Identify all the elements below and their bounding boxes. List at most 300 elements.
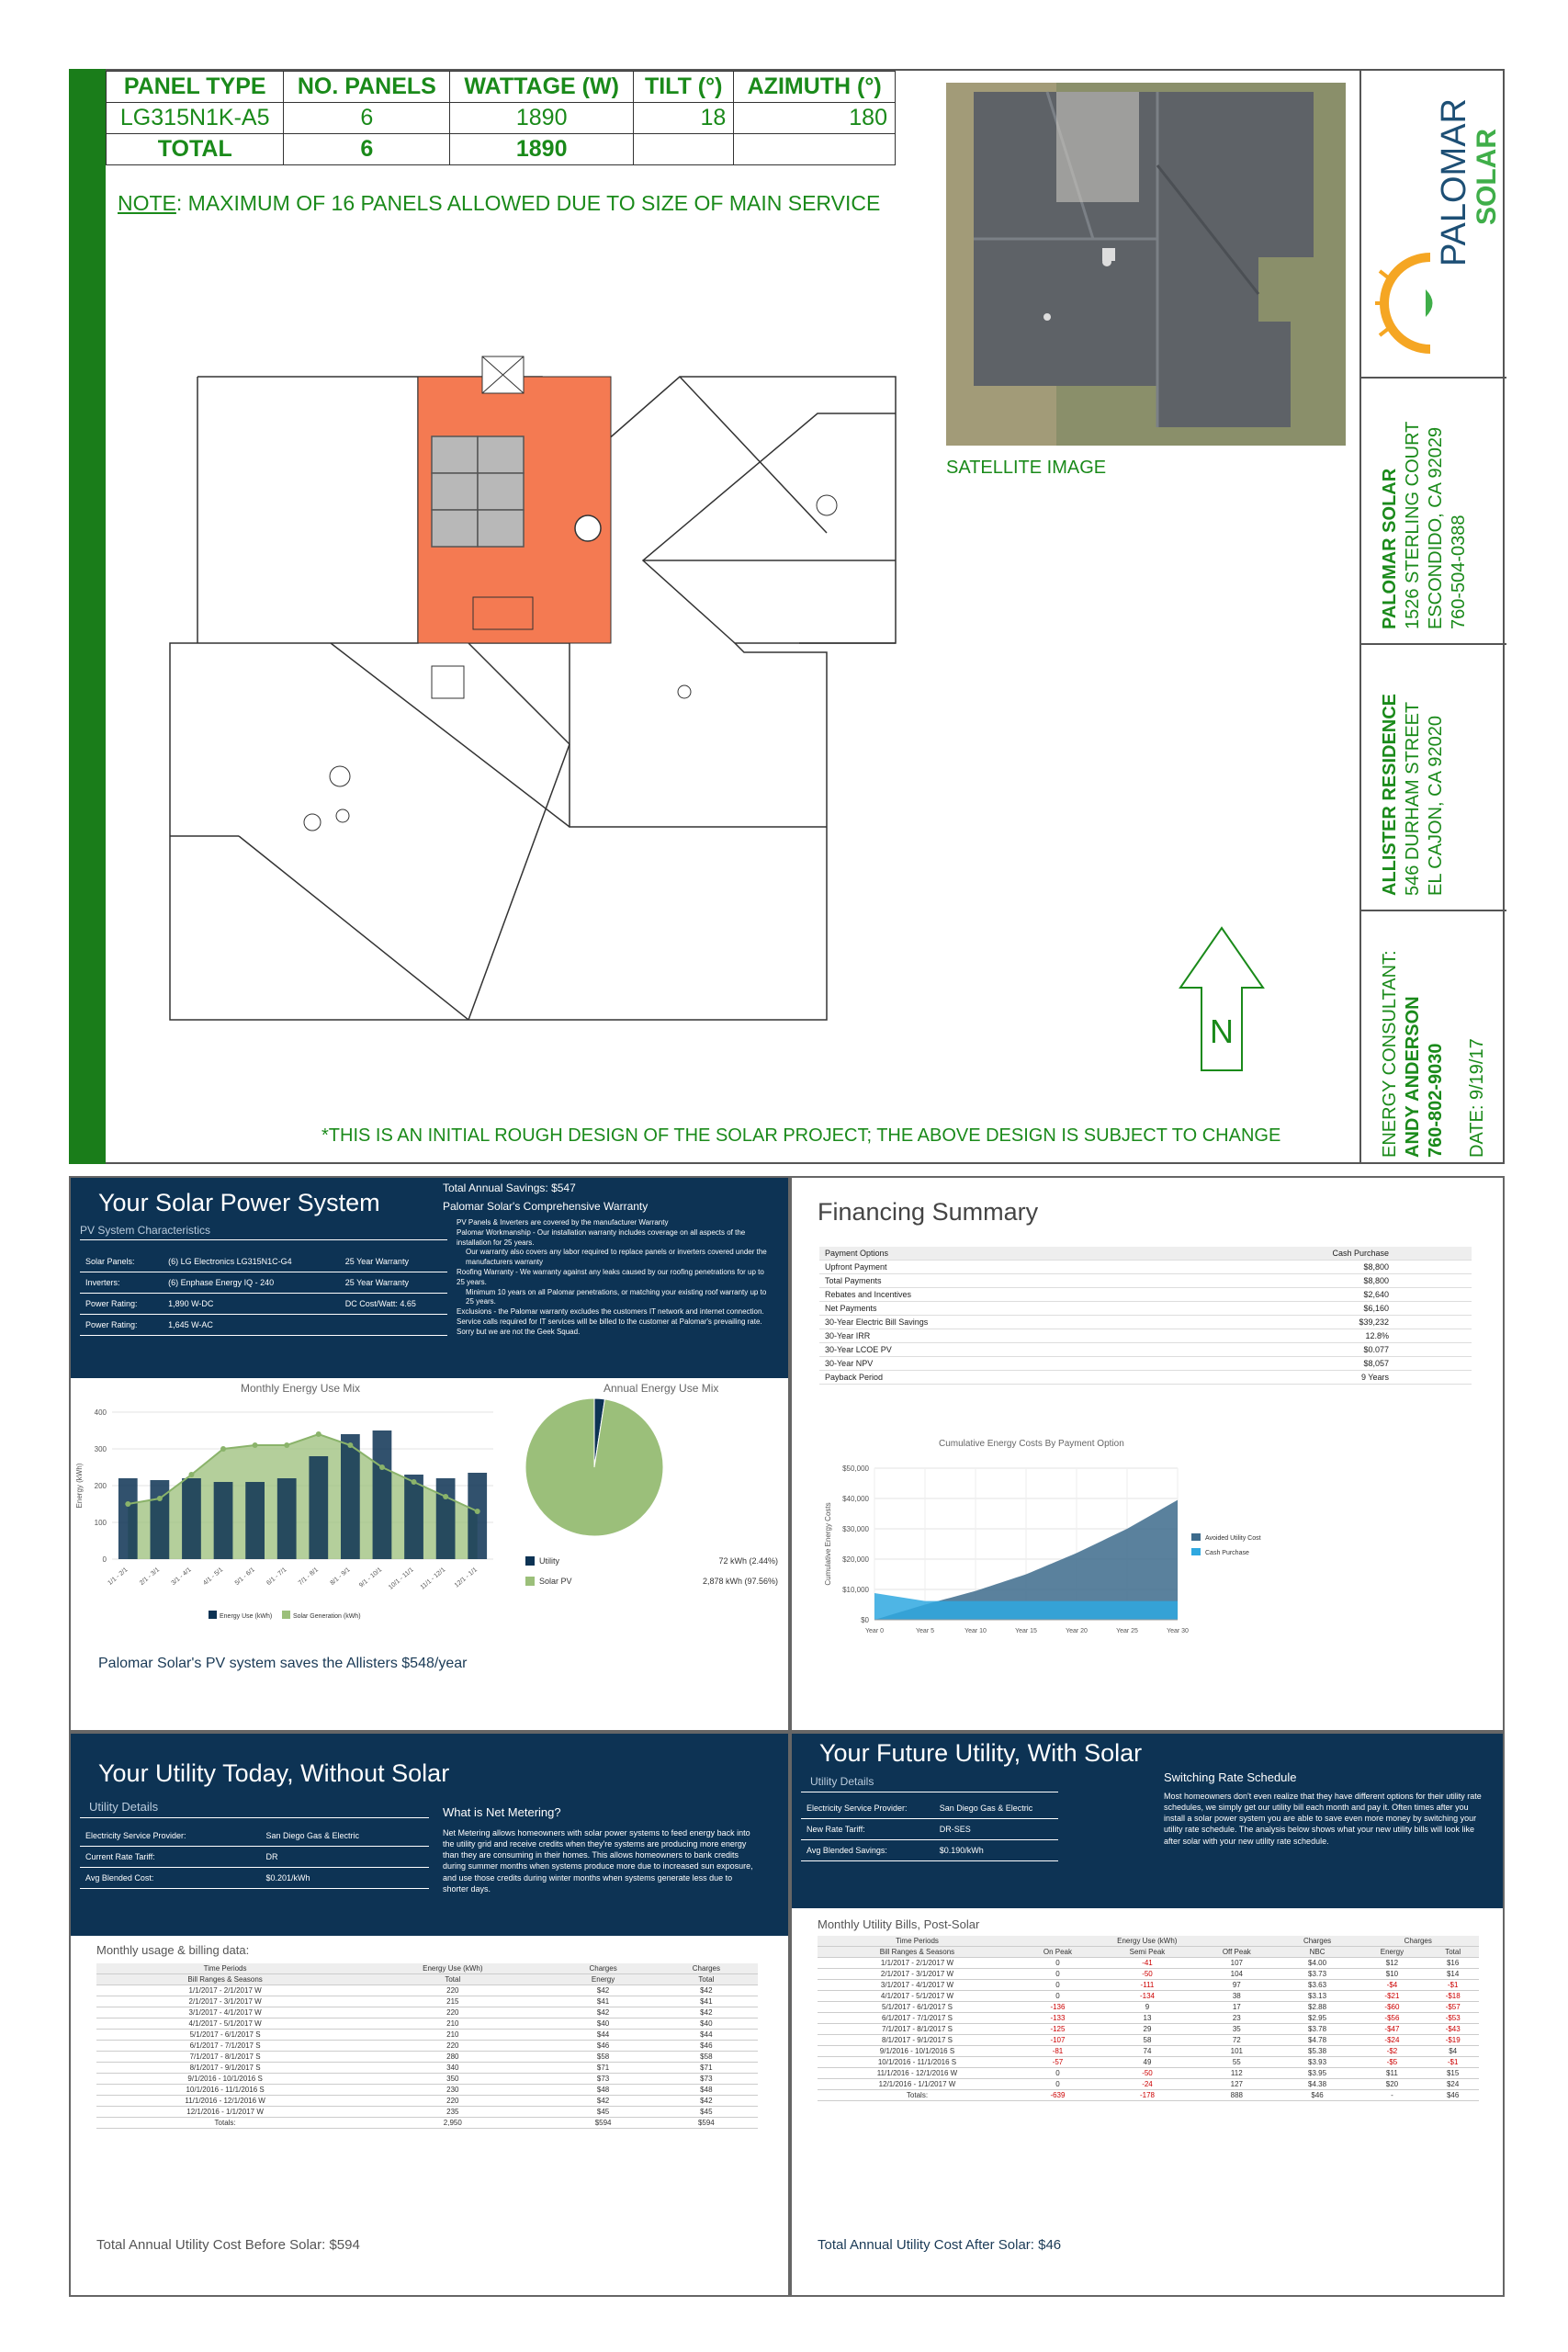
table-cell: $40: [655, 2018, 758, 2030]
solar-generation-point: [125, 1501, 130, 1507]
roof-vent: [817, 495, 837, 515]
y-tick-label: $40,000: [842, 1495, 869, 1503]
detail-label: Electricity Service Provider:: [80, 1826, 260, 1847]
table-cell: 8/1/2017 - 9/1/2017 S: [818, 2035, 1017, 2046]
table-cell: $5.38: [1278, 2046, 1358, 2057]
panel-table: [106, 71, 896, 165]
table-cell: $58: [655, 2052, 758, 2063]
satellite-image: [946, 83, 1346, 446]
y-tick-label: $10,000: [842, 1586, 869, 1594]
detail-row: [80, 1868, 429, 1889]
monthly-chart-title: Monthly Energy Use Mix: [241, 1382, 361, 1395]
solar-generation-point: [316, 1431, 321, 1437]
cumulative-cost-chart: [819, 1450, 1481, 1689]
table-cell: $48: [655, 2085, 758, 2096]
financing-value: 12.8%: [1107, 1329, 1472, 1343]
financing-label: Upfront Payment: [819, 1261, 1107, 1274]
table-row: [818, 2035, 1479, 2046]
x-tick-label: 8/1 - 9/1: [329, 1566, 352, 1588]
table-row: [818, 2068, 1479, 2079]
table-cell: 0: [1017, 2079, 1099, 2090]
detail-value: DR-SES: [934, 1819, 1058, 1840]
solar-panel: [478, 473, 524, 510]
roof-hip: [468, 643, 570, 744]
financing-row: [819, 1274, 1472, 1288]
financing-table: [819, 1247, 1472, 1385]
net-metering-text: Net Metering allows homeowners with solar power systems to feed energy back into the utility grid and receive credits when they're systems are producing more energy than they are consuming in their homes. This allows homeowners to bank credits during summer months when systems produce more due to increased sun exposure, and use those credits during winter months when systems generate less due to shorter days.: [443, 1828, 753, 1894]
skylight: [473, 597, 533, 629]
roof-hip: [468, 744, 570, 1020]
table-cell: 101: [1196, 2046, 1278, 2057]
table-cell: $71: [655, 2063, 758, 2074]
table-cell: 210: [354, 2018, 551, 2030]
pv-characteristics-subtitle: PV System Characteristics: [80, 1224, 447, 1240]
panel-cell: 1890: [450, 103, 634, 134]
table-cell: $3.93: [1278, 2057, 1358, 2068]
table-cell: 230: [354, 2085, 551, 2096]
table-cell: $12: [1358, 1958, 1427, 1969]
x-tick-label: 3/1 - 4/1: [170, 1566, 193, 1588]
legend-swatch: [209, 1611, 217, 1619]
switching-text: Most homeowners don't even realize that they have different options for their utility rate schedules, we simply get our utility bill each month and pay it. Often times after you install a solar power system you are able to save even more money by switching your utility rate schedule. The analysis below shows what your new utility bills will look like after solar with your new utility rate schedule.: [1164, 1792, 1482, 1846]
utility-details-table: [80, 1826, 429, 1889]
detail-row: [80, 1847, 429, 1868]
usage-head: Total: [655, 1974, 758, 1985]
solar-generation-point: [157, 1496, 163, 1501]
table-cell: -107: [1017, 2035, 1099, 2046]
table-row: [96, 2041, 758, 2052]
switching-title: Switching Rate Schedule: [1164, 1770, 1297, 1784]
panel-cell: 180: [734, 103, 896, 134]
title-block: [1359, 69, 1505, 1164]
detail-row: [801, 1819, 1058, 1840]
legend-label: Solar PV: [539, 1577, 572, 1586]
design-disclaimer: *THIS IS AN INITIAL ROUGH DESIGN OF THE SOLAR PROJECT; THE ABOVE DESIGN IS SUBJECT TO CHANGE: [321, 1125, 1281, 1146]
satellite-label: SATELLITE IMAGE: [946, 458, 1107, 478]
financing-value: 9 Years: [1107, 1371, 1472, 1385]
energy-use-bar: [151, 1480, 170, 1559]
financing-row: [819, 1329, 1472, 1343]
spec-extra: 25 Year Warranty: [340, 1272, 447, 1294]
table-cell: 74: [1099, 2046, 1196, 2057]
chimney: [432, 666, 464, 698]
table-cell: 72: [1196, 2035, 1278, 2046]
usage-total: 2,950: [354, 2118, 551, 2129]
post-solar-head1: [818, 1936, 1479, 1947]
detail-value: $0.190/kWh: [934, 1840, 1058, 1861]
post-total: -639: [1017, 2090, 1099, 2101]
table-cell: 220: [354, 1985, 551, 1996]
post-total: $46: [1427, 2090, 1479, 2101]
table-cell: -$56: [1358, 2013, 1427, 2024]
table-row: [96, 1985, 758, 1996]
table-cell: 107: [1196, 1958, 1278, 1969]
table-cell: $2.95: [1278, 2013, 1358, 2024]
table-row: [96, 2074, 758, 2085]
table-cell: 2/1/2017 - 3/1/2017 W: [96, 1996, 354, 2007]
customer-address-2: EL CAJON, CA 92020: [1426, 715, 1446, 896]
energy-use-bar: [309, 1456, 328, 1559]
table-cell: 11/1/2016 - 12/1/2016 W: [818, 2068, 1017, 2079]
legend-label: Solar Generation (kWh): [293, 1613, 361, 1620]
spec-label: Power Rating:: [80, 1315, 163, 1336]
table-cell: $46: [551, 2041, 654, 2052]
table-cell: $45: [551, 2107, 654, 2118]
table-cell: 280: [354, 2052, 551, 2063]
spec-value: (6) LG Electronics LG315N1C-G4: [163, 1251, 340, 1272]
sun-ray: [1380, 329, 1388, 335]
x-tick-label: Year 25: [1116, 1628, 1138, 1634]
table-cell: 10/1/2016 - 11/1/2016 S: [96, 2085, 354, 2096]
post-head: Energy: [1358, 1947, 1427, 1958]
x-tick-label: Year 0: [865, 1628, 884, 1634]
table-cell: 4/1/2017 - 5/1/2017 W: [96, 2018, 354, 2030]
solar-panels: [432, 436, 524, 547]
panel-total-cell: 1890: [450, 134, 634, 165]
financing-value: $6,160: [1107, 1302, 1472, 1316]
usage-table-head1: [96, 1963, 758, 1974]
table-cell: 220: [354, 2041, 551, 2052]
vent-box: [482, 356, 524, 393]
utility-today-panel: [69, 1732, 790, 2297]
table-cell: 9/1/2016 - 10/1/2016 S: [96, 2074, 354, 2085]
spec-extra: 25 Year Warranty: [340, 1251, 447, 1272]
x-tick-label: Year 10: [964, 1628, 987, 1634]
cost-after-solar: Total Annual Utility Cost After Solar: $46: [818, 2237, 1062, 2253]
financing-row: [819, 1357, 1472, 1371]
table-row: [818, 1969, 1479, 1980]
table-cell: -$2: [1358, 2046, 1427, 2057]
post-head: Off Peak: [1196, 1947, 1278, 1958]
sat-chimney: [1102, 248, 1115, 261]
legend-swatch: [525, 1556, 535, 1566]
table-cell: 6/1/2017 - 7/1/2017 S: [96, 2041, 354, 2052]
panel-table-header: PANEL TYPE: [107, 72, 284, 103]
table-cell: -$1: [1427, 2057, 1479, 2068]
x-tick-label: 1/1 - 2/1: [107, 1566, 130, 1588]
table-cell: 0: [1017, 1991, 1099, 2002]
legend-label: Cash Purchase: [1205, 1550, 1249, 1556]
table-cell: $73: [655, 2074, 758, 2085]
x-tick-label: 7/1 - 8/1: [297, 1566, 321, 1588]
solar-generation-point: [284, 1442, 289, 1448]
warranty-line: PV Panels & Inverters are covered by the manufacturer Warranty: [457, 1218, 669, 1227]
note-prefix: NOTE: [118, 191, 176, 215]
utility-details-label: Utility Details: [80, 1800, 429, 1818]
table-cell: 0: [1017, 1980, 1099, 1991]
panel-table-header: TILT (°): [634, 72, 734, 103]
financing-header: Payment Options: [819, 1247, 1107, 1261]
table-row: [818, 2002, 1479, 2013]
post-total: $46: [1278, 2090, 1358, 2101]
table-cell: 3/1/2017 - 4/1/2017 W: [818, 1980, 1017, 1991]
y-tick-label: 100: [94, 1519, 107, 1527]
table-cell: 220: [354, 2007, 551, 2018]
y-tick-label: $30,000: [842, 1525, 869, 1533]
table-cell: -57: [1017, 2057, 1099, 2068]
y-tick-label: $20,000: [842, 1555, 869, 1564]
post-total: -: [1358, 2090, 1427, 2101]
table-cell: $3.63: [1278, 1980, 1358, 1991]
financing-title: Financing Summary: [818, 1198, 1039, 1226]
post-head: Time Periods: [818, 1936, 1017, 1947]
financing-row: [819, 1343, 1472, 1357]
solar-generation-point: [188, 1472, 194, 1477]
table-row: [96, 2107, 758, 2118]
table-cell: $4.00: [1278, 1958, 1358, 1969]
table-row: [818, 2024, 1479, 2035]
roof-hip: [239, 836, 468, 1020]
leaf-icon: [1426, 289, 1433, 317]
table-cell: 9/1/2016 - 10/1/2016 S: [818, 2046, 1017, 2057]
detail-label: Avg Blended Savings:: [801, 1840, 934, 1861]
pv-spec-table: [80, 1251, 447, 1336]
x-tick-label: Year 5: [916, 1628, 934, 1634]
table-cell: $73: [551, 2074, 654, 2085]
energy-use-bar: [373, 1430, 392, 1559]
table-cell: 7/1/2017 - 8/1/2017 S: [96, 2052, 354, 2063]
table-cell: -$18: [1427, 1991, 1479, 2002]
warranty-line: Palomar Workmanship - Our installation warranty includes coverage on all aspects of the installation for 25 years.: [457, 1227, 746, 1247]
post-head: NBC: [1278, 1947, 1358, 1958]
sun-swoosh: [1384, 257, 1430, 349]
post-total: Totals:: [818, 2090, 1017, 2101]
energy-use-bar: [468, 1473, 487, 1559]
energy-use-bar: [118, 1478, 138, 1559]
table-cell: 5/1/2017 - 6/1/2017 S: [96, 2030, 354, 2041]
cost-before-solar: Total Annual Utility Cost Before Solar: $594: [96, 2237, 360, 2253]
table-cell: 38: [1196, 1991, 1278, 2002]
detail-label: Avg Blended Cost:: [80, 1868, 260, 1889]
panel-total-cell: 6: [284, 134, 450, 165]
table-row: [96, 2007, 758, 2018]
north-arrow: [1176, 923, 1268, 1075]
financing-label: Payback Period: [819, 1371, 1107, 1385]
table-cell: 235: [354, 2107, 551, 2118]
legend-label: Utility: [539, 1556, 559, 1566]
financing-value: $0.077: [1107, 1343, 1472, 1357]
table-cell: -133: [1017, 2013, 1099, 2024]
panel-table-header: NO. PANELS: [284, 72, 450, 103]
solar-generation-point: [443, 1494, 448, 1499]
table-cell: 11/1/2016 - 12/1/2016 W: [96, 2096, 354, 2107]
future-details-label: Utility Details: [801, 1775, 1058, 1792]
detail-value: $0.201/kWh: [260, 1868, 429, 1889]
financing-panel: [790, 1176, 1505, 1732]
monthly-energy-chart: [71, 1394, 512, 1623]
table-cell: 0: [1017, 1958, 1099, 1969]
customer-address-1: 546 DURHAM STREET: [1403, 701, 1423, 896]
energy-use-bar: [214, 1482, 233, 1559]
financing-label: Rebates and Incentives: [819, 1288, 1107, 1302]
table-cell: -$21: [1358, 1991, 1427, 2002]
table-cell: 6/1/2017 - 7/1/2017 S: [818, 2013, 1017, 2024]
usage-head: Charges: [655, 1963, 758, 1974]
table-cell: 1/1/2017 - 2/1/2017 W: [96, 1985, 354, 1996]
y-tick-label: 200: [94, 1482, 107, 1490]
usage-head: Total: [354, 1974, 551, 1985]
table-cell: $4.78: [1278, 2035, 1358, 2046]
financing-value: $2,640: [1107, 1288, 1472, 1302]
financing-header: Cash Purchase: [1107, 1247, 1472, 1261]
solar-generation-point: [253, 1442, 258, 1448]
roof-plan: [165, 349, 919, 1029]
detail-value: San Diego Gas & Electric: [934, 1798, 1058, 1819]
y-tick-label: $0: [861, 1616, 869, 1624]
solar-system-title: Your Solar Power System: [98, 1189, 380, 1216]
table-cell: -134: [1099, 1991, 1196, 2002]
spec-label: Power Rating:: [80, 1294, 163, 1315]
spec-extra: DC Cost/Watt: 4.65: [340, 1294, 447, 1315]
financing-row: [819, 1316, 1472, 1329]
panel-cell: LG315N1K-A5: [107, 103, 284, 134]
table-row: [818, 1980, 1479, 1991]
table-cell: 7/1/2017 - 8/1/2017 S: [818, 2024, 1017, 2035]
table-cell: $4: [1427, 2046, 1479, 2057]
financing-row: [819, 1261, 1472, 1274]
table-cell: 10/1/2016 - 11/1/2016 S: [818, 2057, 1017, 2068]
usage-head: Energy Use (kWh): [354, 1963, 551, 1974]
solar-panel: [478, 510, 524, 547]
spec-row: [80, 1272, 447, 1294]
panel-cell: 6: [284, 103, 450, 134]
financing-value: $8,800: [1107, 1274, 1472, 1288]
table-cell: $24: [1427, 2079, 1479, 2090]
x-tick-label: 10/1 - 11/1: [388, 1566, 415, 1591]
table-cell: 340: [354, 2063, 551, 2074]
table-cell: -24: [1099, 2079, 1196, 2090]
table-cell: 55: [1196, 2057, 1278, 2068]
usage-total: Totals:: [96, 2118, 354, 2129]
table-cell: 210: [354, 2030, 551, 2041]
table-row: [818, 2013, 1479, 2024]
company-name: PALOMAR SOLAR: [1380, 468, 1400, 629]
x-tick-label: 11/1 - 12/1: [419, 1566, 447, 1591]
table-row: [96, 2063, 758, 2074]
warranty-text: [457, 1218, 773, 1338]
financing-label: 30-Year NPV: [819, 1357, 1107, 1371]
legend-swatch: [282, 1611, 290, 1619]
table-cell: 1/1/2017 - 2/1/2017 W: [818, 1958, 1017, 1969]
green-side-bar: [69, 69, 106, 1164]
annual-savings-summary: Palomar Solar's PV system saves the Allisters $548/year: [98, 1656, 468, 1671]
solar-system-panel: [69, 1176, 790, 1732]
pie-slice: [525, 1398, 663, 1536]
usage-table: [96, 1963, 758, 2129]
legend-label: Avoided Utility Cost: [1205, 1535, 1261, 1542]
roof-ridge: [468, 643, 827, 827]
warranty-line: Minimum 10 years on all Palomar penetrations, or matching your existing roof warranty up to 25 years.: [466, 1287, 767, 1306]
usage-head: Charges: [551, 1963, 654, 1974]
y-axis-label: Cumulative Energy Costs: [824, 1502, 832, 1586]
solar-generation-point: [347, 1442, 353, 1448]
table-cell: 29: [1099, 2024, 1196, 2035]
table-cell: -$57: [1427, 2002, 1479, 2013]
utility-today-title: Your Utility Today, Without Solar: [98, 1759, 450, 1787]
table-cell: $71: [551, 2063, 654, 2074]
table-cell: 215: [354, 1996, 551, 2007]
table-row: [818, 2057, 1479, 2068]
table-row: [818, 2046, 1479, 2057]
table-cell: $3.78: [1278, 2024, 1358, 2035]
table-row: [96, 2085, 758, 2096]
table-cell: 49: [1099, 2057, 1196, 2068]
usage-total: $594: [655, 2118, 758, 2129]
table-cell: $3.13: [1278, 1991, 1358, 2002]
title-block-divider: [1361, 643, 1506, 645]
post-head: On Peak: [1017, 1947, 1099, 1958]
energy-use-bar: [436, 1478, 456, 1559]
roof-hip: [643, 413, 896, 643]
table-row: [96, 2030, 758, 2041]
table-cell: 97: [1196, 1980, 1278, 1991]
table-row: [818, 2079, 1479, 2090]
table-cell: -111: [1099, 1980, 1196, 1991]
solar-generation-point: [412, 1479, 417, 1485]
table-cell: 35: [1196, 2024, 1278, 2035]
sun-ray: [1380, 271, 1388, 277]
financing-value: $39,232: [1107, 1316, 1472, 1329]
energy-use-bar: [341, 1434, 360, 1559]
table-cell: $41: [655, 1996, 758, 2007]
design-date: DATE: 9/19/17: [1467, 1038, 1487, 1158]
annual-savings: Total Annual Savings: $547: [443, 1182, 576, 1194]
financing-value: $8,057: [1107, 1357, 1472, 1371]
solar-panel: [432, 473, 478, 510]
table-cell: -41: [1099, 1958, 1196, 1969]
usage-total: $594: [551, 2118, 654, 2129]
financing-header-row: [819, 1247, 1472, 1261]
table-cell: $3.73: [1278, 1969, 1358, 1980]
table-cell: $2.88: [1278, 2002, 1358, 2013]
table-cell: 12/1/2016 - 1/1/2017 W: [96, 2107, 354, 2118]
logo-wordmark-bottom: SOLAR: [1472, 129, 1502, 225]
panel-total-cell: [634, 134, 734, 165]
roof-vent: [304, 814, 321, 831]
y-tick-label: 0: [102, 1555, 107, 1564]
title-block-divider: [1361, 910, 1506, 911]
table-cell: $42: [551, 2096, 654, 2107]
company-phone: 760-504-0388: [1449, 514, 1469, 629]
table-cell: -125: [1017, 2024, 1099, 2035]
company-address-1: 1526 STERLING COURT: [1403, 421, 1423, 629]
warranty-line: Roofing Warranty - We warranty against any leaks caused by our roofing penetrations for up to 25 years.: [457, 1267, 764, 1286]
roof-vent: [678, 685, 691, 698]
spec-row: [80, 1294, 447, 1315]
table-cell: $4.38: [1278, 2079, 1358, 2090]
panel-table-header: AZIMUTH (°): [734, 72, 896, 103]
panel-cell: 18: [634, 103, 734, 134]
table-cell: $58: [551, 2052, 654, 2063]
post-head: Charges: [1358, 1936, 1479, 1947]
roof-hip: [680, 377, 827, 533]
table-cell: -$4: [1358, 1980, 1427, 1991]
usage-head: Bill Ranges & Seasons: [96, 1974, 354, 1985]
sat-vent: [1043, 313, 1051, 321]
table-cell: -81: [1017, 2046, 1099, 2057]
y-tick-label: 300: [94, 1445, 107, 1453]
x-tick-label: 2/1 - 3/1: [138, 1566, 162, 1588]
x-tick-label: 4/1 - 5/1: [202, 1566, 225, 1588]
panel-total-cell: TOTAL: [107, 134, 284, 165]
table-cell: 58: [1099, 2035, 1196, 2046]
post-solar-head2: [818, 1947, 1479, 1958]
detail-value: San Diego Gas & Electric: [260, 1826, 429, 1847]
usage-totals-row: [96, 2118, 758, 2129]
cumulative-chart-title: Cumulative Energy Costs By Payment Option: [939, 1439, 1124, 1449]
warranty-title: Palomar Solar's Comprehensive Warranty: [443, 1200, 649, 1213]
table-cell: 17: [1196, 2002, 1278, 2013]
